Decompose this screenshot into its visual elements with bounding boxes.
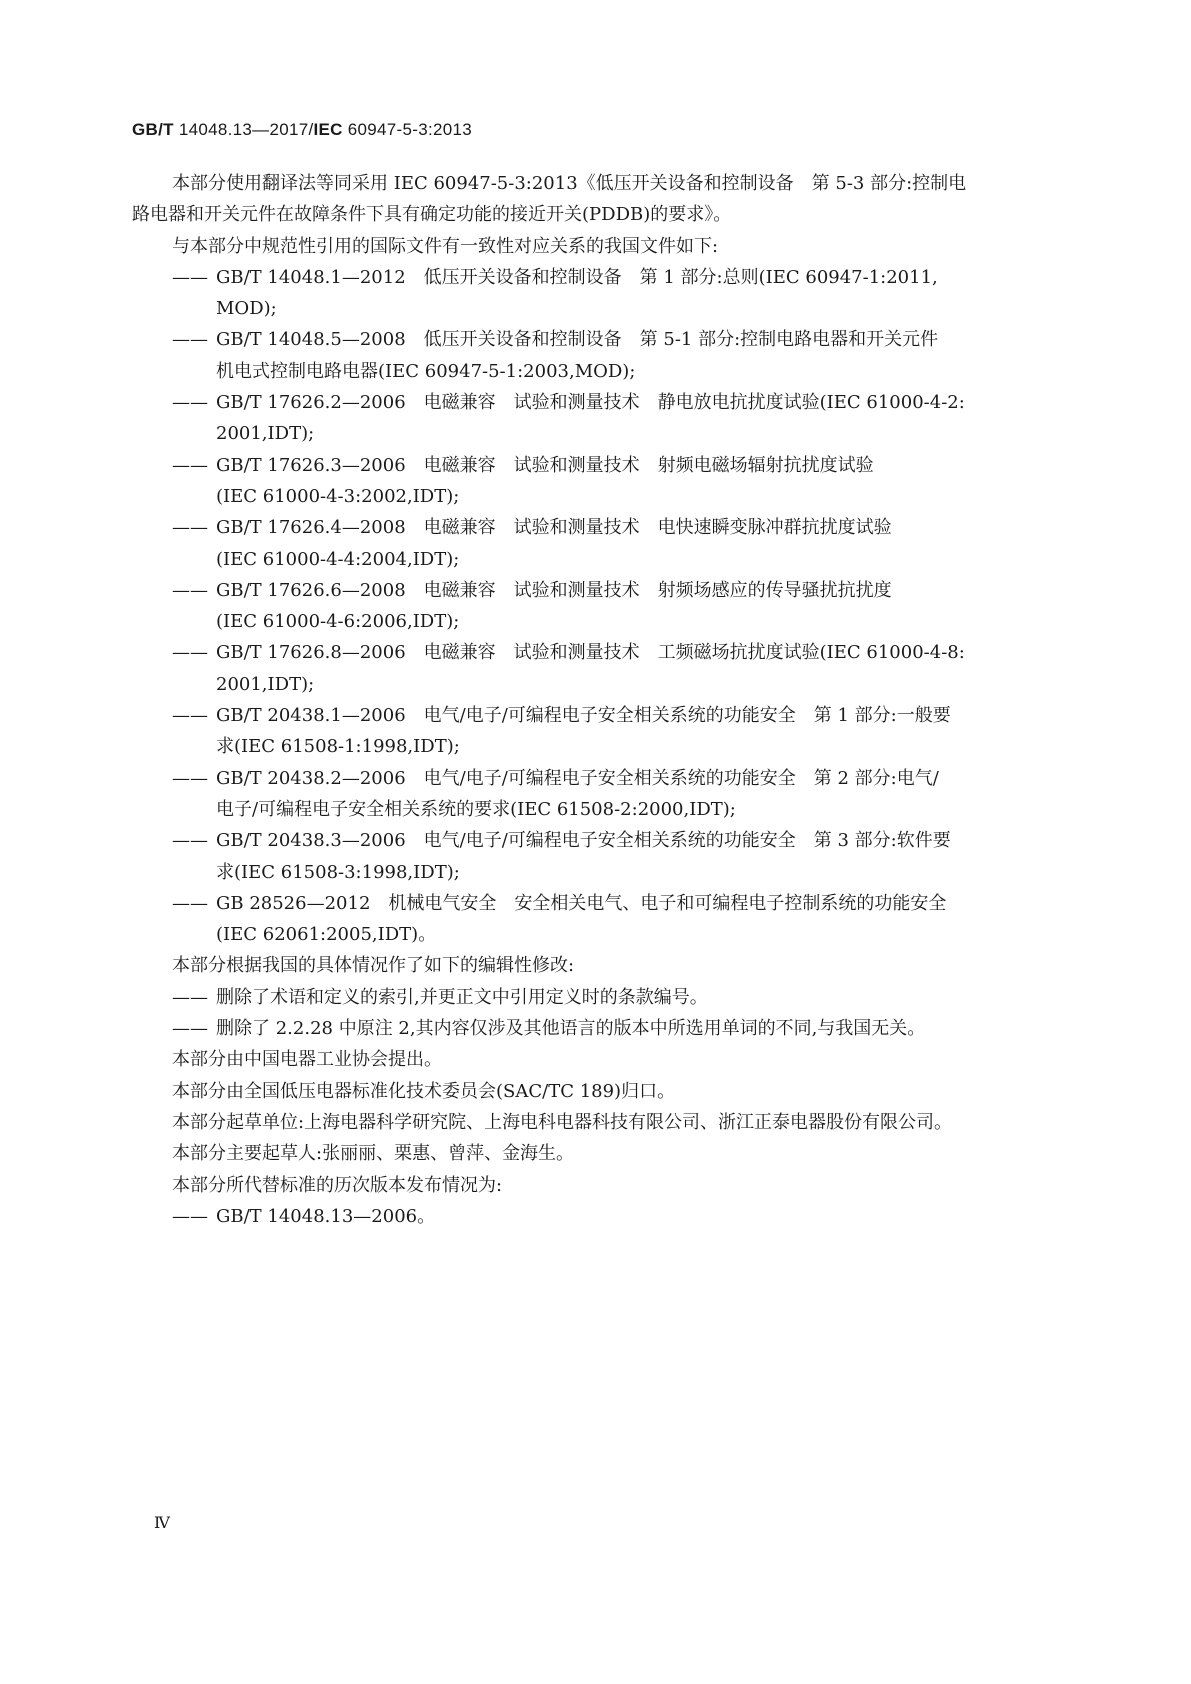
document-header [132, 120, 472, 140]
item-line-2: (IEC 62061:2005,IDT)。 [216, 924, 437, 946]
list-item [172, 637, 1052, 700]
history-intro: 本部分所代替标准的历次版本发布情况为: [172, 1174, 503, 1196]
item-line-2: 求(IEC 61508-1:1998,IDT); [216, 736, 460, 758]
item-line-2: (IEC 61000-4-6:2006,IDT); [216, 611, 460, 633]
dash-marker: —— [172, 266, 208, 288]
list-item [172, 450, 1052, 513]
intro-line-2: 路电器和开关元件在故障条件下具有确定功能的接近开关(PDDB)的要求》。 [132, 204, 732, 226]
list-item [172, 1013, 1052, 1044]
list-item [172, 763, 1052, 826]
dash-marker: —— [172, 1018, 208, 1040]
iec-prefix: IEC [313, 120, 343, 139]
standard-prefix: GB/T [132, 120, 174, 139]
item-line-1: GB/T 17626.8—2006 电磁兼容 试验和测量技术 工频磁场抗扰度试验(IEC 61000-4-8: [216, 642, 965, 664]
item-line-2: (IEC 61000-4-4:2004,IDT); [216, 548, 460, 570]
item-text: GB/T 14048.13—2006。 [216, 1205, 436, 1227]
dash-marker: —— [172, 767, 208, 789]
item-line-2: (IEC 61000-4-3:2002,IDT); [216, 485, 460, 507]
list-item [172, 825, 1052, 888]
dash-marker: —— [172, 454, 208, 476]
item-text: 删除了 2.2.28 中原注 2,其内容仅涉及其他语言的版本中所选用单词的不同,与我国无关。 [216, 1018, 926, 1040]
page-number: Ⅳ [154, 1513, 170, 1532]
drafting-units: 本部分起草单位:上海电器科学研究院、上海电科电器科技有限公司、浙江正泰电器股份有限公司。 [172, 1111, 953, 1133]
list-item [172, 700, 1052, 763]
dash-marker: —— [172, 642, 208, 664]
item-line-1: GB/T 17626.4—2008 电磁兼容 试验和测量技术 电快速瞬变脉冲群抗扰度试验 [216, 517, 892, 539]
dash-marker: —— [172, 830, 208, 852]
list-item [172, 1201, 1052, 1232]
item-line-1: GB/T 20438.2—2006 电气/电子/可编程电子安全相关系统的功能安全 第 2 部分:电气/ [216, 767, 939, 789]
item-line-1: GB 28526—2012 机械电气安全 安全相关电气、电子和可编程电子控制系统的功能安全 [216, 892, 947, 914]
drafters: 本部分主要起草人:张丽丽、栗惠、曾萍、金海生。 [172, 1143, 575, 1165]
dash-marker: —— [172, 517, 208, 539]
refs-intro: 与本部分中规范性引用的国际文件有一致性对应关系的我国文件如下: [172, 235, 719, 257]
foreword-body [132, 168, 1052, 1232]
list-item [172, 512, 1052, 575]
item-line-2: 2001,IDT); [216, 673, 315, 695]
list-item [172, 982, 1052, 1013]
intro-paragraph [132, 168, 1052, 231]
item-line-1: GB/T 17626.2—2006 电磁兼容 试验和测量技术 静电放电抗扰度试验(IEC 61000-4-2: [216, 392, 965, 414]
item-line-2: 求(IEC 61508-3:1998,IDT); [216, 861, 460, 883]
item-line-2: 2001,IDT); [216, 423, 315, 445]
item-line-1: GB/T 20438.3—2006 电气/电子/可编程电子安全相关系统的功能安全 第 3 部分:软件要 [216, 830, 951, 852]
dash-marker: —— [172, 329, 208, 351]
centralized-by: 本部分由全国低压电器标准化技术委员会(SAC/TC 189)归口。 [172, 1080, 676, 1102]
dash-marker: —— [172, 892, 208, 914]
dash-marker: —— [172, 986, 208, 1008]
iec-number: 60947-5-3:2013 [347, 120, 473, 139]
history-list [172, 1201, 1052, 1232]
list-item [172, 387, 1052, 450]
item-line-1: GB/T 17626.3—2006 电磁兼容 试验和测量技术 射频电磁场辐射抗扰度试验 [216, 454, 874, 476]
standard-number: 14048.13—2017/ [178, 120, 314, 139]
dash-marker: —— [172, 1205, 208, 1227]
dash-marker: —— [172, 579, 208, 601]
item-line-1: GB/T 17626.6—2008 电磁兼容 试验和测量技术 射频场感应的传导骚扰抗扰度 [216, 579, 892, 601]
item-line-2: 机电式控制电路电器(IEC 60947-5-1:2003,MOD); [216, 360, 636, 382]
item-line-2: 电子/可编程电子安全相关系统的要求(IEC 61508-2:2000,IDT); [216, 798, 736, 820]
item-line-1: GB/T 14048.5—2008 低压开关设备和控制设备 第 5-1 部分:控制电路电器和开关元件 [216, 329, 939, 351]
list-item [172, 888, 1052, 951]
item-line-1: GB/T 20438.1—2006 电气/电子/可编程电子安全相关系统的功能安全 第 1 部分:一般要 [216, 705, 951, 727]
list-item [172, 575, 1052, 638]
proposed-by: 本部分由中国电器工业协会提出。 [172, 1049, 442, 1071]
item-text: 删除了术语和定义的索引,并更正文中引用定义时的条款编号。 [216, 986, 708, 1008]
dash-marker: —— [172, 392, 208, 414]
item-line-1: GB/T 14048.1—2012 低压开关设备和控制设备 第 1 部分:总则(IEC 60947-1:2011, [216, 266, 938, 288]
changes-intro: 本部分根据我国的具体情况作了如下的编辑性修改: [172, 955, 575, 977]
references-list [172, 262, 1052, 951]
list-item [172, 262, 1052, 325]
item-line-2: MOD); [216, 298, 277, 320]
changes-list [172, 982, 1052, 1045]
intro-line-1: 本部分使用翻译法等同采用 IEC 60947-5-3:2013《低压开关设备和控制设备 第 5-3 部分:控制电 [172, 173, 967, 194]
dash-marker: —— [172, 705, 208, 727]
list-item [172, 324, 1052, 387]
